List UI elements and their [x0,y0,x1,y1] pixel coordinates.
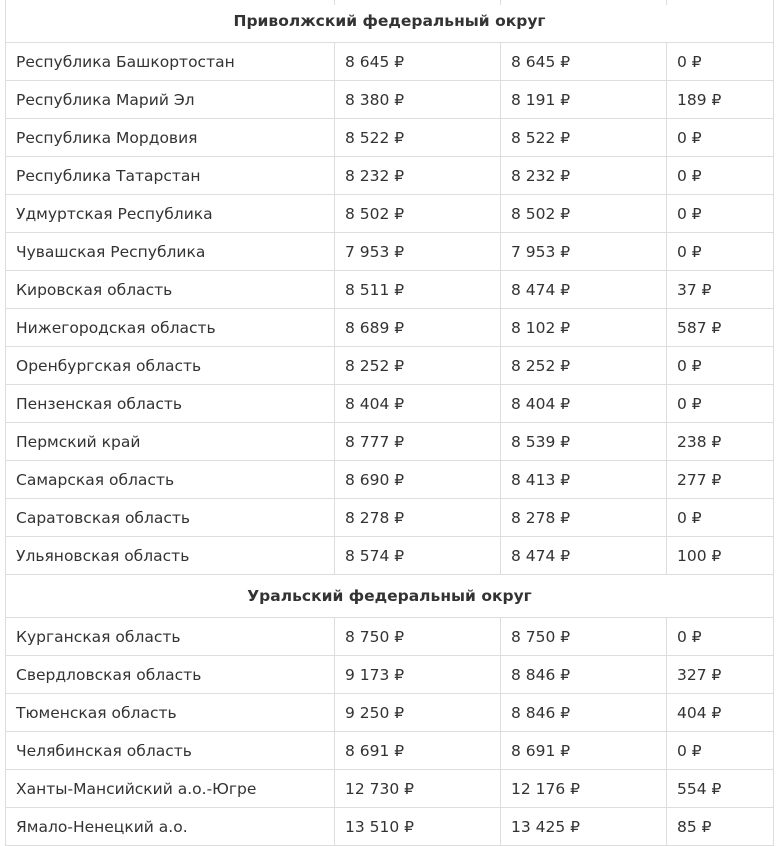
table-row [6,43,774,81]
table-row [6,770,774,808]
value-b-cell: 13 425 ₽ [501,808,667,846]
table-row [6,157,774,195]
region-cell: Пермский край [6,423,335,461]
value-a-cell: 8 691 ₽ [335,732,501,770]
difference-cell: 37 ₽ [667,271,774,309]
value-a-cell: 8 252 ₽ [335,347,501,385]
group-header-row [6,575,774,618]
value-a-cell: 8 750 ₽ [335,618,501,656]
value-b-cell: 8 846 ₽ [501,694,667,732]
region-cell: Республика Башкортостан [6,43,335,81]
table-row [6,808,774,846]
value-a-cell: 12 730 ₽ [335,770,501,808]
value-b-cell: 8 645 ₽ [501,43,667,81]
value-b-cell: 8 252 ₽ [501,347,667,385]
region-cell: Свердловская область [6,656,335,694]
difference-cell: 0 ₽ [667,618,774,656]
salary-table-container [5,0,773,846]
difference-cell: 0 ₽ [667,119,774,157]
value-b-cell: 8 191 ₽ [501,81,667,119]
region-cell: Удмуртская Республика [6,195,335,233]
value-b-cell: 8 474 ₽ [501,537,667,575]
value-b-cell: 7 953 ₽ [501,233,667,271]
difference-cell: 587 ₽ [667,309,774,347]
value-b-cell: 8 522 ₽ [501,119,667,157]
table-row [6,499,774,537]
table-row [6,233,774,271]
value-b-cell: 8 539 ₽ [501,423,667,461]
difference-cell: 0 ₽ [667,43,774,81]
table-row [6,461,774,499]
table-row [6,385,774,423]
value-a-cell: 8 511 ₽ [335,271,501,309]
region-cell: Республика Мордовия [6,119,335,157]
value-a-cell: 8 522 ₽ [335,119,501,157]
difference-cell: 277 ₽ [667,461,774,499]
region-cell: Оренбургская область [6,347,335,385]
value-a-cell: 8 502 ₽ [335,195,501,233]
value-b-cell: 12 176 ₽ [501,770,667,808]
difference-cell: 0 ₽ [667,732,774,770]
group-title: Уральский федеральный округ [6,575,774,618]
difference-cell: 0 ₽ [667,157,774,195]
difference-cell: 0 ₽ [667,195,774,233]
value-b-cell: 8 102 ₽ [501,309,667,347]
table-row [6,537,774,575]
table-row [6,119,774,157]
table-row [6,423,774,461]
group-header-row [6,0,774,43]
region-cell: Нижегородская область [6,309,335,347]
difference-cell: 0 ₽ [667,233,774,271]
region-cell: Кировская область [6,271,335,309]
table-row [6,656,774,694]
table-row [6,271,774,309]
region-cell: Республика Татарстан [6,157,335,195]
value-a-cell: 8 380 ₽ [335,81,501,119]
value-a-cell: 8 574 ₽ [335,537,501,575]
difference-cell: 100 ₽ [667,537,774,575]
value-a-cell: 8 232 ₽ [335,157,501,195]
value-b-cell: 8 502 ₽ [501,195,667,233]
region-cell: Саратовская область [6,499,335,537]
region-cell: Пензенская область [6,385,335,423]
value-b-cell: 8 413 ₽ [501,461,667,499]
table-row [6,195,774,233]
region-cell: Республика Марий Эл [6,81,335,119]
table-row [6,81,774,119]
difference-cell: 404 ₽ [667,694,774,732]
region-cell: Курганская область [6,618,335,656]
table-row [6,732,774,770]
value-a-cell: 8 777 ₽ [335,423,501,461]
value-b-cell: 8 846 ₽ [501,656,667,694]
table-row [6,694,774,732]
difference-cell: 327 ₽ [667,656,774,694]
difference-cell: 85 ₽ [667,808,774,846]
difference-cell: 0 ₽ [667,385,774,423]
difference-cell: 554 ₽ [667,770,774,808]
value-a-cell: 8 690 ₽ [335,461,501,499]
table-row [6,347,774,385]
value-a-cell: 8 278 ₽ [335,499,501,537]
region-cell: Тюменская область [6,694,335,732]
region-cell: Ханты-Мансийский а.о.-Югре [6,770,335,808]
table-body [6,0,774,846]
value-a-cell: 8 689 ₽ [335,309,501,347]
group-title: Приволжский федеральный округ [6,0,774,43]
value-b-cell: 8 691 ₽ [501,732,667,770]
value-a-cell: 9 173 ₽ [335,656,501,694]
difference-cell: 189 ₽ [667,81,774,119]
value-b-cell: 8 474 ₽ [501,271,667,309]
region-cell: Ульяновская область [6,537,335,575]
value-a-cell: 13 510 ₽ [335,808,501,846]
value-a-cell: 9 250 ₽ [335,694,501,732]
region-cell: Самарская область [6,461,335,499]
value-b-cell: 8 404 ₽ [501,385,667,423]
salary-table [5,0,774,846]
value-a-cell: 7 953 ₽ [335,233,501,271]
table-row [6,618,774,656]
table-row [6,309,774,347]
region-cell: Чувашская Республика [6,233,335,271]
value-a-cell: 8 645 ₽ [335,43,501,81]
value-b-cell: 8 232 ₽ [501,157,667,195]
region-cell: Ямало-Ненецкий а.о. [6,808,335,846]
value-b-cell: 8 278 ₽ [501,499,667,537]
region-cell: Челябинская область [6,732,335,770]
difference-cell: 0 ₽ [667,499,774,537]
value-b-cell: 8 750 ₽ [501,618,667,656]
difference-cell: 0 ₽ [667,347,774,385]
difference-cell: 238 ₽ [667,423,774,461]
value-a-cell: 8 404 ₽ [335,385,501,423]
